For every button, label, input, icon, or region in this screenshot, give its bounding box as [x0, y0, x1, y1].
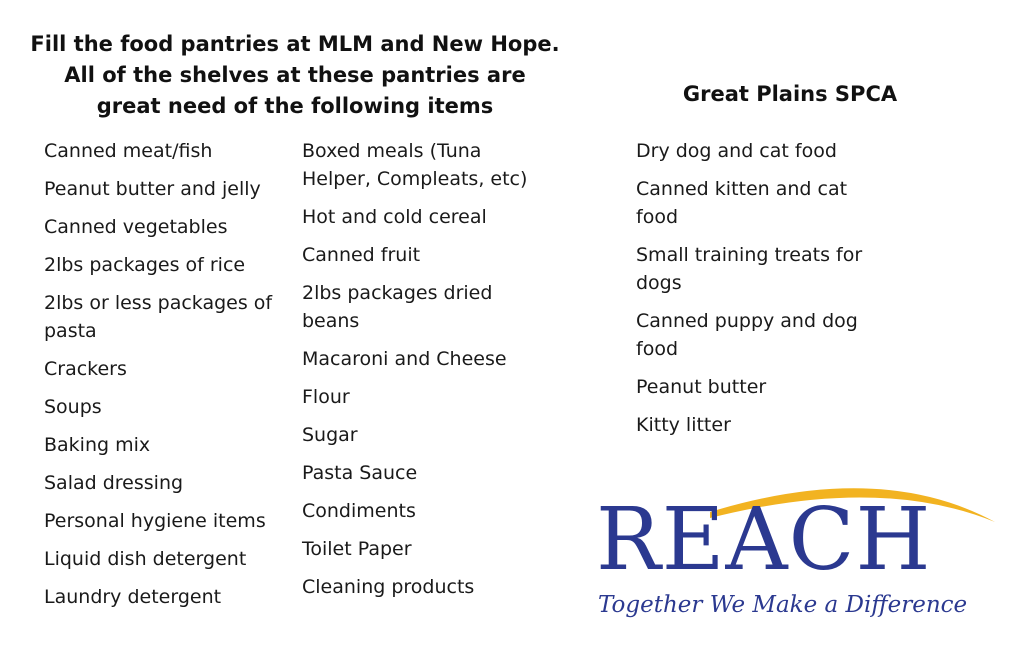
list-item: Personal hygiene items	[44, 510, 266, 532]
list-item: Flour	[302, 386, 350, 408]
list-item: Soups	[44, 396, 102, 418]
list-item: Canned fruit	[302, 244, 421, 266]
list-item: 2lbs packages of rice	[44, 254, 246, 276]
list-item: Liquid dish detergent	[44, 548, 247, 570]
list-item: Canned meat/fish	[44, 140, 213, 162]
list-item: Baking mix	[44, 434, 151, 456]
pantry-list-column-1	[44, 137, 292, 621]
spca-heading: Great Plains SPCA	[682, 82, 898, 106]
list-item: Dry dog and cat food	[636, 140, 837, 162]
list-item: Laundry detergent	[44, 586, 222, 608]
list-item: Small training treats for dogs	[636, 244, 863, 294]
logo-tagline: Together We Make a Difference	[598, 592, 968, 618]
logo-wordmark: REACH	[596, 490, 932, 590]
list-item: Hot and cold cereal	[302, 206, 487, 228]
list-item: Canned kitten and cat food	[636, 178, 848, 228]
list-item: Kitty litter	[636, 414, 731, 436]
list-item: Crackers	[44, 358, 127, 380]
list-item: Cleaning products	[302, 576, 475, 598]
list-item: Peanut butter	[636, 376, 767, 398]
list-item: 2lbs packages dried beans	[302, 282, 493, 332]
list-item: 2lbs or less packages of pasta	[44, 292, 273, 342]
list-item: Condiments	[302, 500, 416, 522]
list-item: Sugar	[302, 424, 358, 446]
list-item: Pasta Sauce	[302, 462, 418, 484]
list-item: Peanut butter and jelly	[44, 178, 261, 200]
list-item: Canned vegetables	[44, 216, 228, 238]
reach-logo	[590, 470, 1010, 640]
list-item: Toilet Paper	[302, 538, 412, 560]
pantry-list-column-2	[302, 137, 540, 611]
spca-list	[636, 137, 886, 449]
list-item: Salad dressing	[44, 472, 184, 494]
list-item: Canned puppy and dog food	[636, 310, 858, 360]
list-item: Macaroni and Cheese	[302, 348, 507, 370]
list-item: Boxed meals (Tuna Helper, Compleats, etc)	[302, 140, 528, 190]
pantry-heading: Fill the food pantries at MLM and New Hope. All of the shelves at these pantries are great need of the following items	[30, 32, 560, 118]
